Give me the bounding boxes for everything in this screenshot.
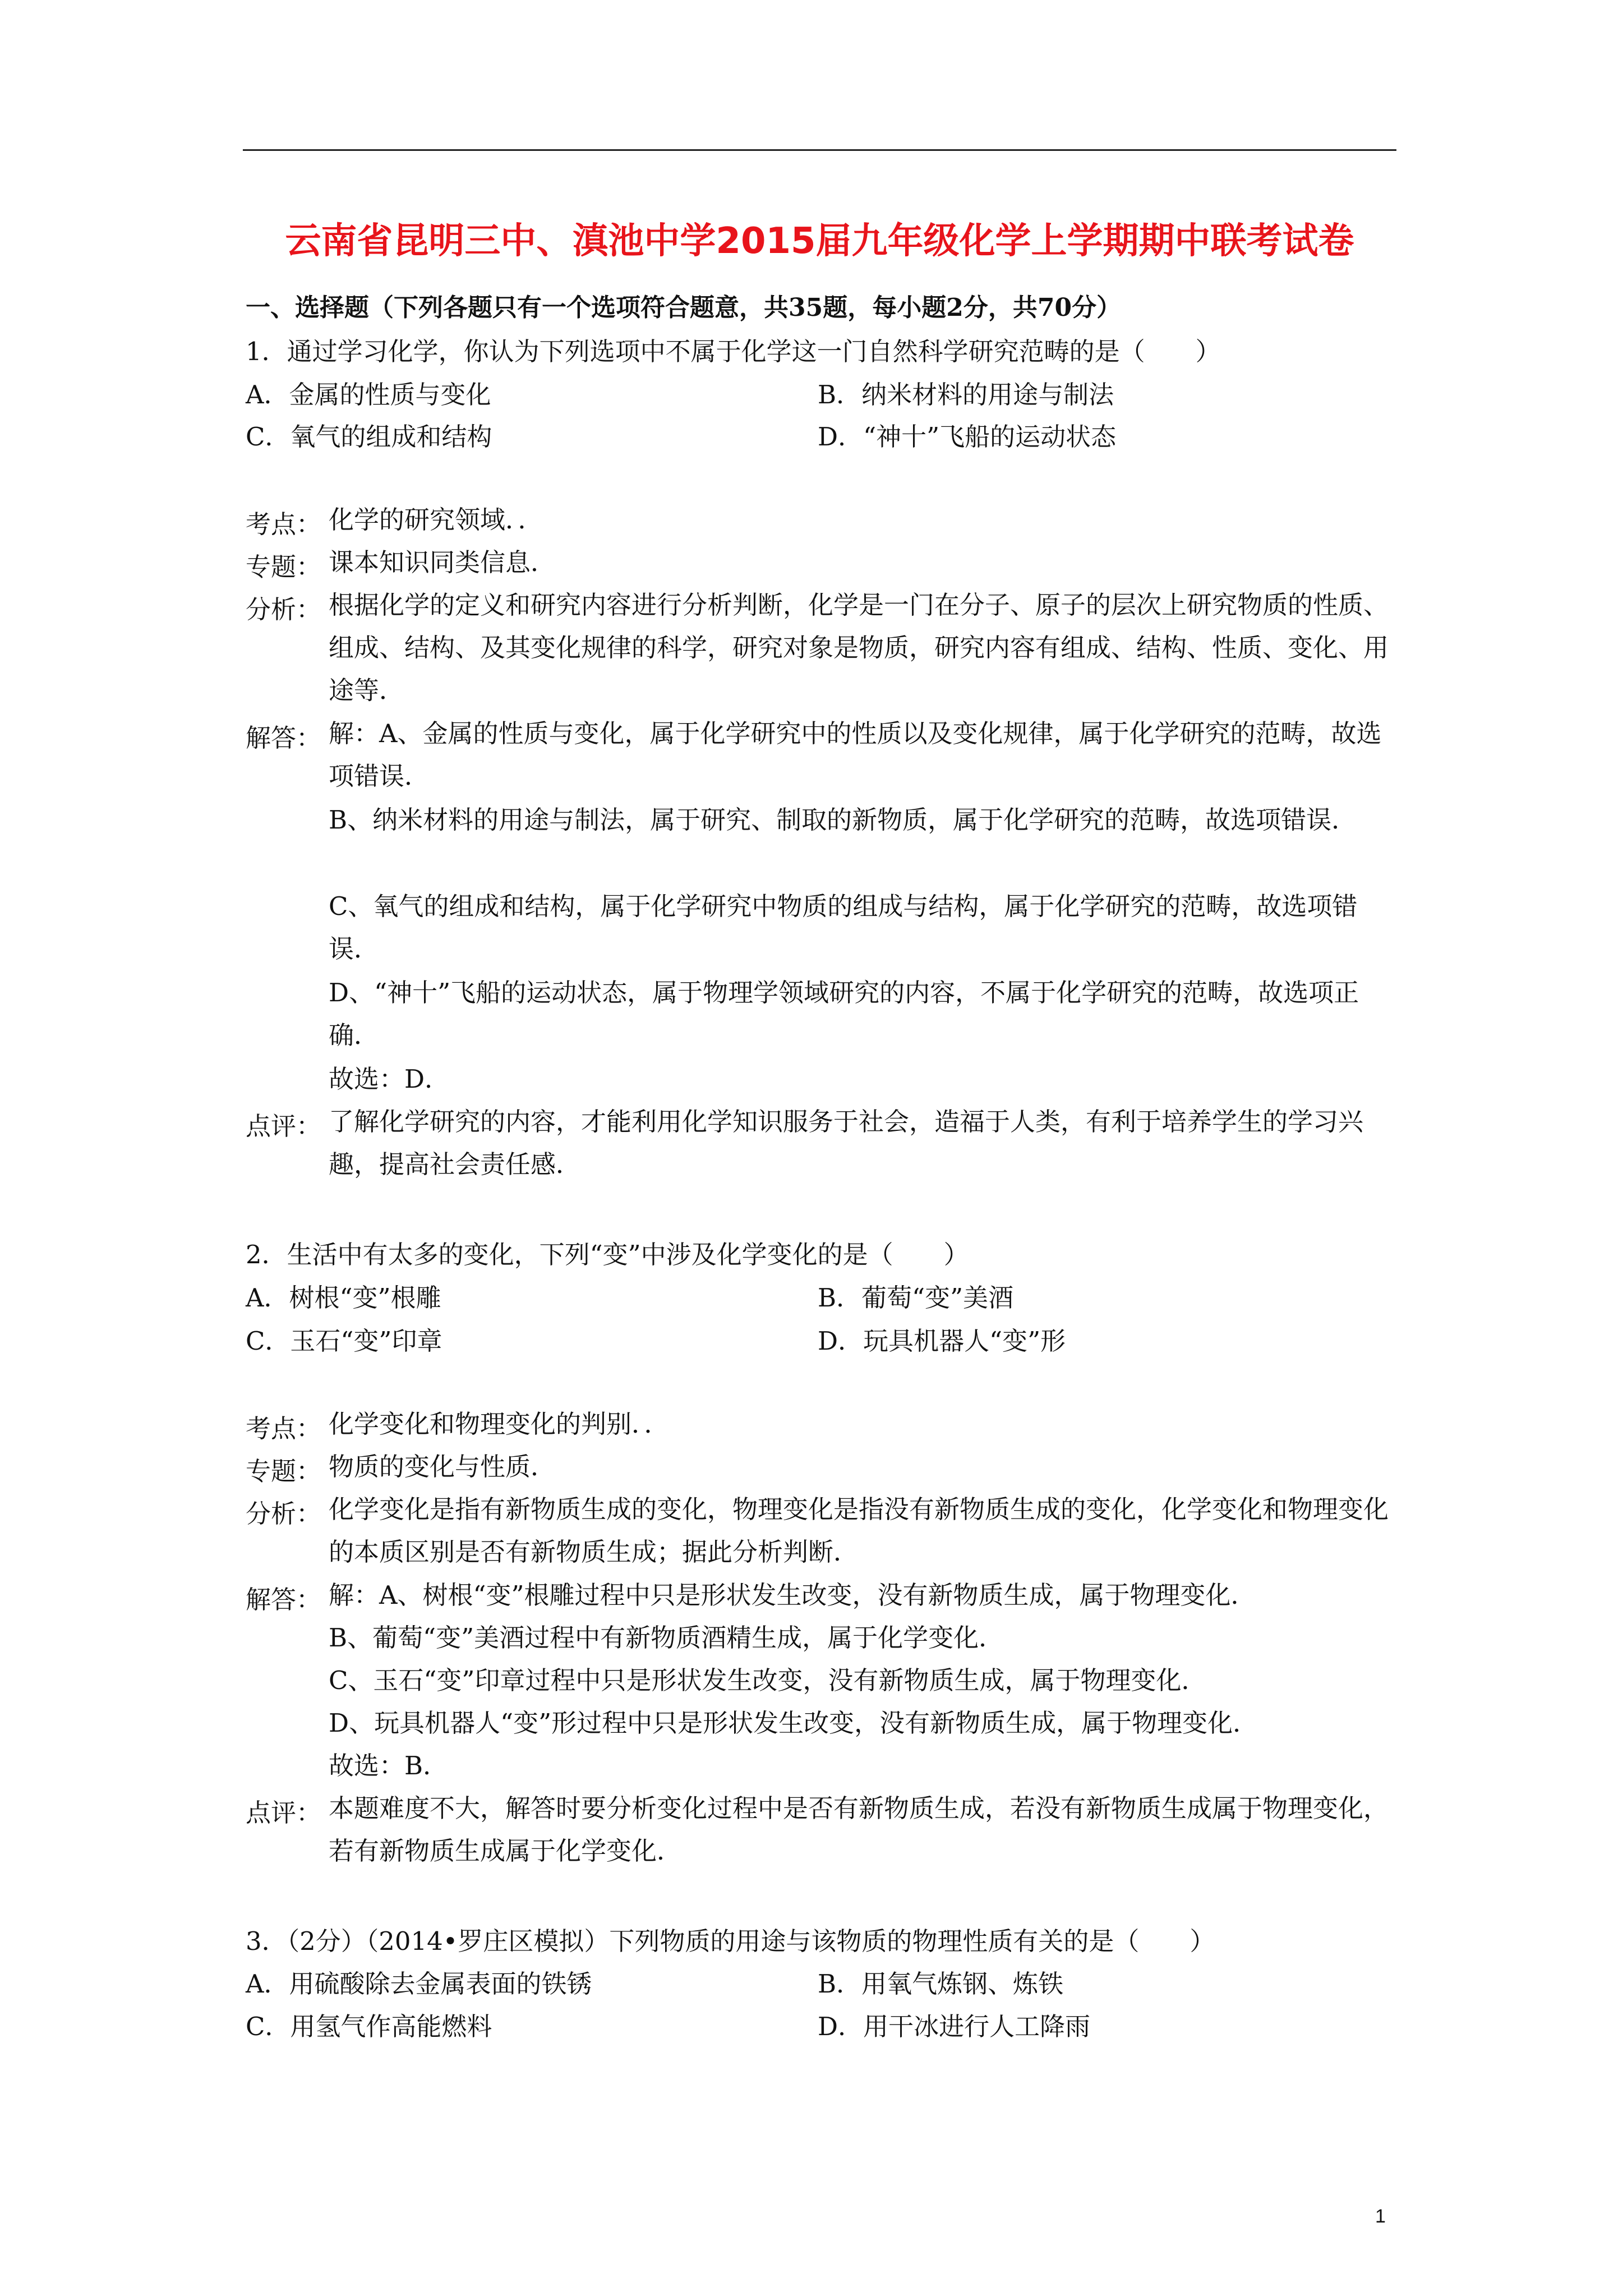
q1-zhuanti-label: 专题： — [246, 552, 322, 582]
q1-jieda-answer: 故选：D． — [329, 1064, 450, 1094]
q2-fenxi-label: 分析： — [246, 1499, 322, 1529]
q3-option-c: C．用氢气作高能燃料 — [246, 2012, 492, 2041]
q3-option-d: D．用干冰进行人工降雨 — [818, 2012, 1091, 2041]
q1-option-c: C．氧气的组成和结构 — [246, 422, 492, 452]
q2-jieda-b: B、葡萄“变”美酒过程中有新物质酒精生成，属于化学变化． — [329, 1623, 1004, 1653]
q2-zhuanti-label: 专题： — [246, 1456, 322, 1486]
q1-fenxi-label: 分析： — [246, 595, 322, 624]
question-2: 2．生活中有太多的变化，下列“变”中涉及化学变化的是（ ） — [246, 1240, 969, 1269]
q1-dianping-label: 点评： — [246, 1111, 322, 1141]
q2-option-c: C．玉石“变”印章 — [246, 1326, 442, 1356]
q1-option-b: B．纳米材料的用途与制法 — [818, 380, 1114, 409]
q1-option-a: A．金属的性质与变化 — [246, 380, 491, 409]
q2-dianping: 本题难度不大，解答时要分析变化过程中是否有新物质生成，若没有新物质生成属于物理变化，若有新物质生成属于化学变化． — [329, 1793, 1389, 1866]
page-number: 1 — [1375, 2206, 1386, 2227]
q2-option-d: D．玩具机器人“变”形 — [818, 1326, 1066, 1356]
q2-fenxi: 化学变化是指有新物质生成的变化，物理变化是指没有新物质生成的变化，化学变化和物理变化的本质区别是否有新物质生成；据此分析判断． — [329, 1494, 1389, 1567]
q2-dianping-label: 点评： — [246, 1798, 322, 1828]
header-rule — [243, 149, 1396, 151]
q1-option-d: D．“神十”飞船的运动状态 — [818, 422, 1117, 452]
q1-jieda-a: 解：A、金属的性质与变化，属于化学研究中的性质以及变化规律，属于化学研究的范畴，故选项错误． — [329, 719, 1382, 791]
q2-option-a: A．树根“变”根雕 — [246, 1283, 441, 1313]
q1-kaodian-label: 考点： — [246, 509, 322, 539]
q2-jieda-d: D、玩具机器人“变”形过程中只是形状发生改变，没有新物质生成，属于物理变化． — [329, 1708, 1258, 1738]
q2-jieda-label: 解答： — [246, 1585, 322, 1614]
q1-dianping: 了解化学研究的内容，才能利用化学知识服务于社会，造福于人类，有利于培养学生的学习兴趣，提高社会责任感． — [329, 1107, 1364, 1179]
q2-zhuanti: 物质的变化与性质． — [329, 1452, 556, 1481]
q2-kaodian-label: 考点： — [246, 1414, 322, 1443]
question-3: 3．（2分）（2014•罗庄区模拟）下列物质的用途与该物质的物理性质有关的是（ ） — [246, 1926, 1215, 1956]
q2-kaodian: 化学变化和物理变化的判别．． — [329, 1409, 670, 1439]
q2-jieda-c: C、玉石“变”印章过程中只是形状发生改变，没有新物质生成，属于物理变化． — [329, 1665, 1207, 1695]
question-1: 1．通过学习化学，你认为下列选项中不属于化学这一门自然科学研究范畴的是（ ） — [246, 337, 1221, 366]
q3-option-b: B．用氧气炼钢、炼铁 — [818, 1969, 1064, 1999]
exam-title: 云南省昆明三中、滇池中学2015届九年级化学上学期期中联考试卷 — [285, 220, 1354, 262]
q1-jieda-b: B、纳米材料的用途与制法，属于研究、制取的新物质，属于化学研究的范畴，故选项错误． — [329, 805, 1357, 835]
q1-jieda-c: C、氧气的组成和结构，属于化学研究中物质的组成与结构，属于化学研究的范畴，故选项错误． — [329, 891, 1358, 964]
section-heading: 一、选择题（下列各题只有一个选项符合题意，共35题，每小题2分，共70分） — [246, 293, 1122, 322]
q2-option-b: B．葡萄“变”美酒 — [818, 1283, 1014, 1313]
q2-jieda-answer: 故选：B． — [329, 1751, 449, 1780]
q1-jieda-label: 解答： — [246, 723, 322, 753]
q1-kaodian: 化学的研究领域．． — [329, 505, 543, 535]
q1-fenxi: 根据化学的定义和研究内容进行分析判断，化学是一门在分子、原子的层次上研究物质的性质、组成、结构、及其变化规律的科学，研究对象是物质，研究内容有组成、结构、性质、变化、用途等． — [329, 590, 1389, 705]
q1-zhuanti: 课本知识同类信息． — [329, 547, 556, 577]
q2-jieda-a: 解：A、树根“变”根雕过程中只是形状发生改变，没有新物质生成，属于物理变化． — [329, 1580, 1256, 1610]
q3-option-a: A．用硫酸除去金属表面的铁锈 — [246, 1969, 592, 1999]
q1-jieda-d: D、“神十”飞船的运动状态，属于物理学领域研究的内容，不属于化学研究的范畴，故选项正确． — [329, 978, 1359, 1050]
